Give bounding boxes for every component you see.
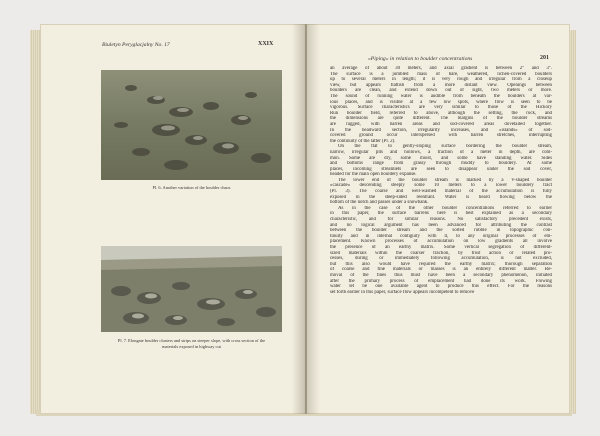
- text-line: in this paper, the surface barrens here is best explained as a secondary: [330, 211, 552, 217]
- left-running-head: Biuletyn Peryglacjalny No. 17: [102, 42, 170, 48]
- caption-line-1: Pl. 7. Elongate boulder clusters and strips on steeper slope, with cross section of the: [117, 338, 266, 343]
- text-line: and no logical argument has been advanced for attributing the contrast: [330, 222, 552, 228]
- text-line: boulders are clean, and extend down out of sight, two meters or more.: [330, 88, 552, 94]
- text-line: but this also would have required the earthy matrix; thorough separation: [330, 261, 552, 267]
- text-line: tinuity and in internal contiguity with it, to any original processes of em-: [330, 233, 552, 239]
- right-page-body-text: [330, 66, 552, 295]
- text-line: the dimensions are quite different. The margins of the boulder streams: [330, 116, 552, 122]
- text-line: cesses, during or immediately following accumulation, is not excluded,: [330, 256, 552, 262]
- text-line: bottom of the notch and passes under a snowbank.: [330, 200, 429, 206]
- text-line: the presence of an earthy matrix. Some vertical segregation of different-: [330, 245, 552, 250]
- text-line: The lower end of the boulder stream is marked by a V-shaped boulder: [338, 177, 552, 183]
- text-line: headed for the main open bouldery expanse.: [330, 172, 417, 178]
- text-line: between the boulder stream and the sorted rubble in topographic con-: [330, 228, 552, 234]
- right-page-number: 201: [540, 55, 549, 61]
- figure-caption-pl6: [101, 185, 282, 191]
- text-line: and bottoms range from grassy through muddy to bouldery. At some: [330, 161, 552, 167]
- text-line: characteristic, and for similar reasons. No satisfactory precedent exists,: [330, 217, 552, 223]
- caption-text: Pl. 6. Another variation of the boulder chaos: [152, 185, 231, 190]
- text-line: set forth earlier in this paper, surface flow appears incompetent to remove: [330, 289, 475, 295]
- text-line: ious places, and is visible at a few low spots, where flow is seen to be: [330, 99, 552, 105]
- text-line: exposed in the steep-sided reentrant. Water is heard flowing below the: [330, 194, 552, 200]
- text-line: sized materials within the coarser fraction, by frost action or related pro-: [330, 250, 552, 256]
- text-line: moval of the fines thus must have been a secondary phenomenon, initiated: [330, 272, 552, 278]
- boulder-clusters-image: [101, 246, 282, 332]
- text-line: water let be one available agent to produce this effect. For the reasons: [330, 284, 552, 290]
- text-line: placement. Known processes of accumulation on low gradients all involve: [330, 239, 552, 245]
- text-line: The surface is a jumbled mass of bare, weathered, lichen-covered boulders: [330, 71, 552, 77]
- photo-boulder-chaos: [101, 70, 282, 180]
- figure-caption-pl7: [95, 338, 288, 349]
- book-gutter: [292, 24, 320, 414]
- text-line: vigorous. Surface characteristics are very similar to those of the Hickory: [330, 105, 552, 111]
- text-line: covered ground occur interspersed with barren stretches, interrupting: [330, 133, 552, 139]
- text-line: view, but appears flattish from a more distant view. Openings between: [330, 82, 552, 88]
- text-line: »cascade« descending steeply some 10 meters to a lower bouldery tract: [330, 183, 552, 189]
- left-page-number: XXIX: [258, 41, 274, 47]
- text-line: up to several meters in length; it is very rough and irregular from a closeup: [330, 77, 552, 83]
- right-running-head: »Piping« in relation to boulder concentrations: [368, 56, 473, 62]
- text-line: the continuity of the latter (Pl. 2).: [330, 138, 396, 144]
- text-line: In the headward section, irregularity increases, and »islands« of sod-: [330, 127, 552, 133]
- caption-line-2: materials exposed in highway cut: [162, 343, 221, 349]
- boulder-chaos-image: [101, 70, 282, 180]
- text-line: (Pl. 3). The coarse and well-washed material of the accumulation is fully: [330, 189, 552, 195]
- text-line: are ragged, with barren areas and sod-covered areas dovetailed together.: [330, 121, 552, 127]
- text-line: places, incoming streamlets are seen to disappear under the sod cover,: [330, 166, 552, 172]
- text-line: narrow, irregular pits and hollows, a fraction of a meter in depth, are com-: [330, 149, 552, 155]
- text-line: an average of about 30 meters, and axial gradient is between 2° and 3°.: [330, 66, 552, 71]
- text-line: Run boulder field, referred to above, although the setting, the rock, and: [330, 110, 552, 116]
- text-line: mon. Some are dry, some moist, and some have standing water. Sides: [330, 155, 552, 161]
- text-line: after the primary process of emplacement had done its work. Flowing: [330, 278, 552, 284]
- text-line: The sound of running water is audible from beneath the boulders at var-: [330, 93, 552, 99]
- text-line: As in the case of the other boulder concentrations referred to earlier: [338, 205, 552, 211]
- text-line: of coarse and fine materials or masses is an entirely different matter. Re-: [330, 267, 552, 273]
- text-line: On the flat to gently-sloping surface bordering the boulder stream,: [338, 144, 552, 150]
- photo-boulder-clusters: [101, 246, 282, 332]
